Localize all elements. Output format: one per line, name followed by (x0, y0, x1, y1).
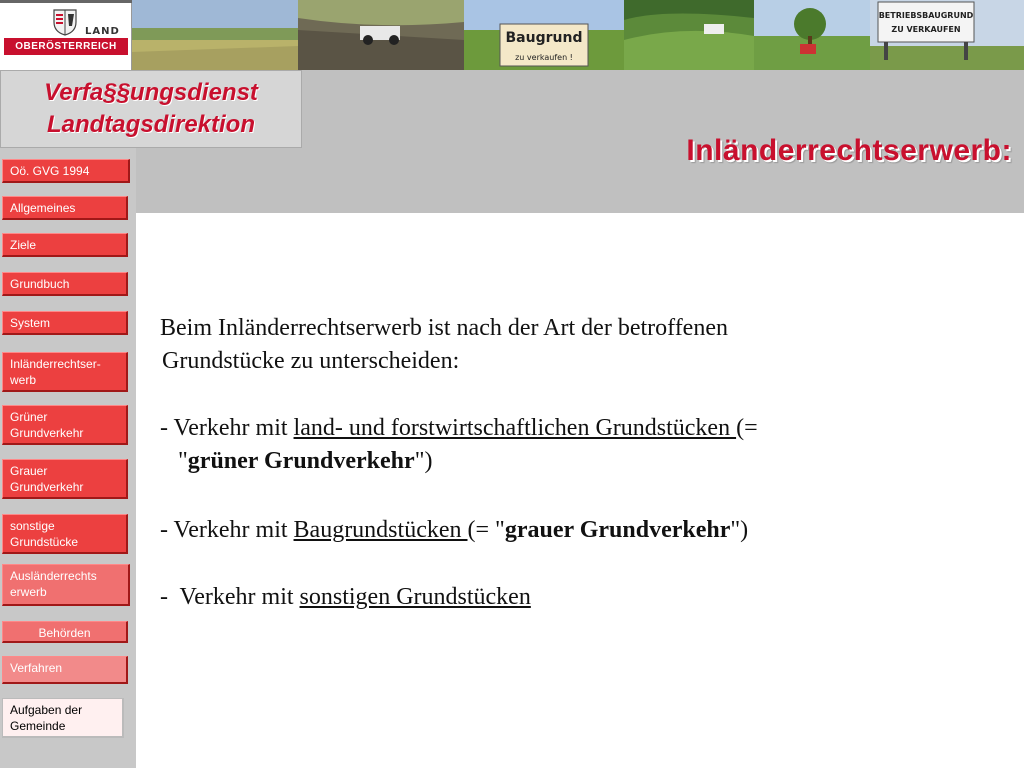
main-content (160, 312, 920, 614)
link-sonstige-grundstuecke[interactable]: sonstigen Grundstücken (299, 584, 531, 610)
link-baugrundstuecke[interactable]: Baugrundstücken (293, 517, 468, 543)
nav-grauer-grundverkehr[interactable] (2, 459, 128, 499)
nav-grundbuch[interactable] (2, 272, 128, 296)
list-item-grauer (160, 514, 920, 547)
billboard-text-2: ZU VERKAUFEN (891, 25, 961, 34)
brand-line-1: Verfa§§ungsdienst (44, 79, 258, 106)
intro-paragraph (160, 312, 920, 378)
nav-label-line1: Grüner (10, 410, 48, 424)
logo-region-text: OBERÖSTERREICH (4, 38, 128, 55)
landscape-photo-billboard (870, 0, 1024, 70)
nav-gruener-grundverkehr[interactable] (2, 405, 128, 445)
photo-banner (0, 0, 1024, 70)
landscape-photo-hills (624, 0, 754, 70)
brand-line-2: Landtagsdirektion (46, 111, 256, 138)
item1-close: ") (414, 448, 433, 474)
nav-label: Behörden (38, 626, 91, 640)
nav-label: System (10, 316, 51, 330)
spacer (160, 547, 920, 581)
item2-close: ") (730, 517, 749, 543)
nav-verfahren[interactable] (2, 656, 128, 684)
item1-prefix: - Verkehr mit (160, 415, 294, 441)
logo-top-bar (0, 0, 132, 3)
item1-line2 (160, 448, 432, 474)
item1-suffix: (= (736, 415, 758, 441)
nav-ziele[interactable] (2, 233, 128, 257)
item1-bold: grüner Grundverkehr (187, 448, 415, 474)
item2-bold: grauer Grundverkehr (504, 517, 731, 543)
nav-label: Oö. GVG 1994 (10, 164, 90, 178)
nav-gvg-1994[interactable] (2, 159, 130, 183)
nav-inlaenderrechtserwerb[interactable] (2, 352, 128, 392)
nav-label: Verfahren (10, 661, 63, 675)
list-item-sonstige (160, 581, 920, 614)
nav-label-line2: Gemeinde (10, 719, 66, 733)
spacer (160, 478, 920, 514)
nav-label-line2: Grundverkehr (10, 480, 84, 494)
item1-open: " (178, 448, 188, 474)
nav-label: Allgemeines (10, 201, 76, 215)
nav-allgemeines[interactable] (2, 196, 128, 220)
nav-label-line2: werb (10, 373, 37, 387)
state-logo[interactable] (0, 0, 132, 70)
item2-mid: (= " (467, 517, 505, 543)
nav-label-line1: Grauer (10, 464, 48, 478)
page-title: Inländerrechtserwerb: (686, 134, 1012, 167)
logo-land-text: LAND (85, 26, 120, 37)
link-land-forst-grundstuecke[interactable]: land- und forstwirtschaftlichen Grundstücken (293, 415, 737, 441)
item2-prefix: - Verkehr mit (160, 517, 294, 543)
intro-line-1: Beim Inländerrechtserwerb ist nach der Art der betroffenen (160, 315, 728, 341)
list-item-gruener (160, 412, 920, 478)
nav-auslaenderrechtserwerb[interactable] (2, 564, 130, 606)
nav-aufgaben-der-gemeinde[interactable] (2, 698, 124, 738)
brand-box (0, 70, 302, 148)
nav-label-line1: Aufgaben der (10, 703, 83, 717)
nav-label-line2: Grundstücke (10, 535, 79, 549)
intro-line-2: Grundstücke zu unterscheiden: (162, 348, 460, 374)
nav-sonstige-grundstuecke[interactable] (2, 514, 128, 554)
nav-label: Ziele (10, 238, 37, 252)
nav-system[interactable] (2, 311, 128, 335)
sign-text-2: zu verkaufen ! (515, 53, 573, 62)
landscape-photo-field (132, 0, 298, 70)
nav-label-line1: Ausländerrechts (10, 569, 97, 583)
nav-label: Grundbuch (10, 277, 70, 291)
brand-title (1, 77, 301, 141)
landscape-photo-tree (754, 0, 870, 70)
nav-label-line2: erwerb (10, 585, 47, 599)
coat-of-arms-icon (50, 6, 80, 36)
nav-behoerden[interactable] (2, 621, 128, 643)
billboard-text-1: BETRIEBSBAUGRUND (878, 11, 974, 20)
nav-label-line2: Grundverkehr (10, 426, 84, 440)
landscape-photo-tractor (298, 0, 464, 70)
spacer (160, 378, 920, 412)
nav-label-line1: sonstige (10, 519, 55, 533)
sign-text-1: Baugrund (505, 30, 583, 46)
item3-prefix: - Verkehr mit (160, 584, 300, 610)
nav-label-line1: Inländerrechtser- (10, 357, 101, 371)
landscape-photo-sign (464, 0, 624, 70)
